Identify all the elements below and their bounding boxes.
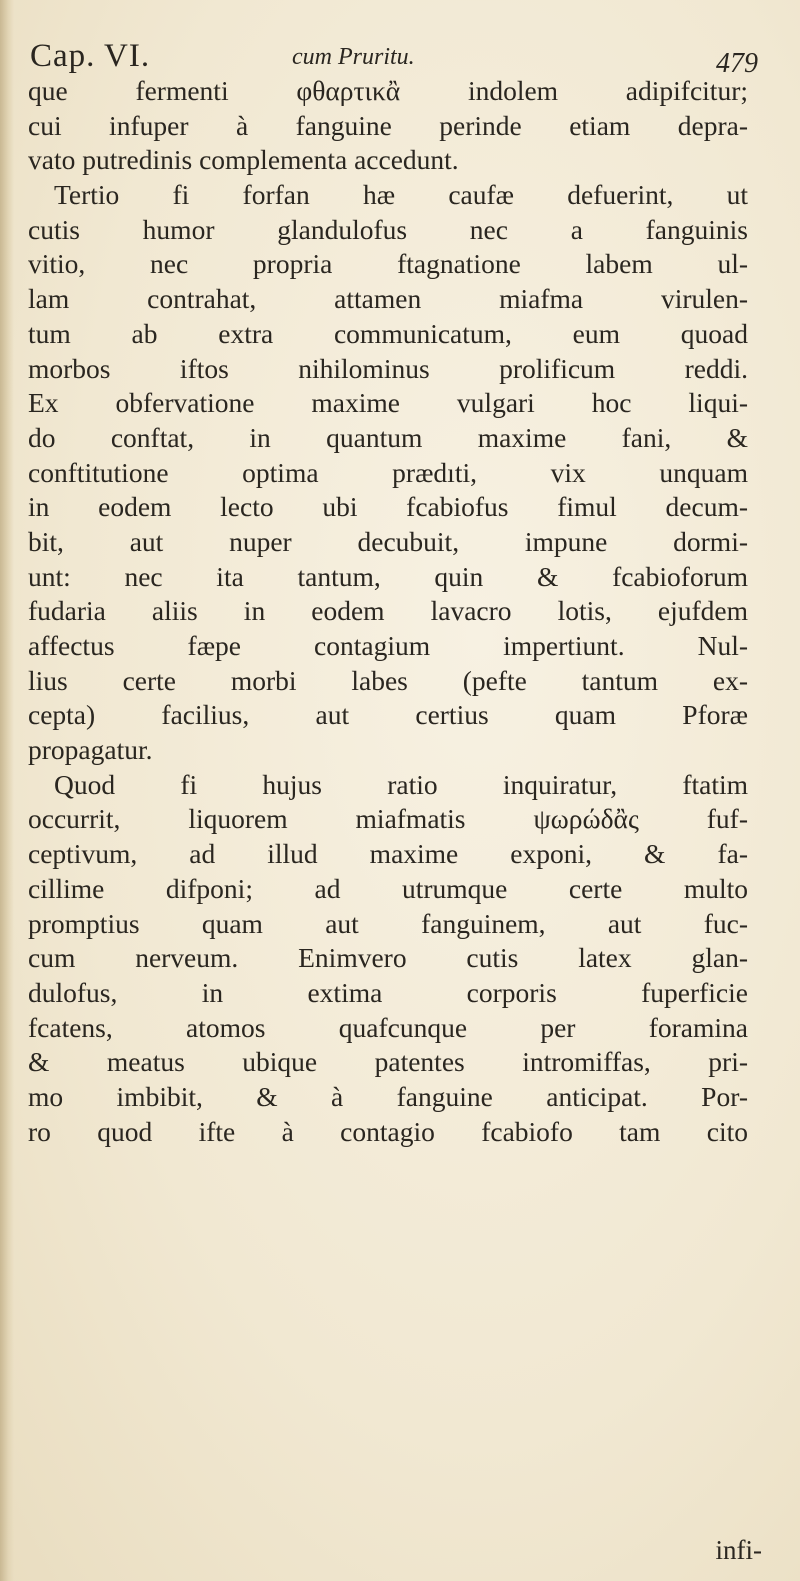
text-line: Ex obfervatione maxime vulgari hoc liqui- <box>28 387 748 419</box>
text-line: in eodem lecto ubi fcabiofus fimul decum- <box>28 491 748 523</box>
text-line: do conftat, in quantum maxime fani, & <box>28 421 748 453</box>
text-line: dulofus, in extima corporis fuperficie <box>28 976 748 1008</box>
text-line: cum nerveum. Enimvero cutis latex glan- <box>28 942 748 974</box>
text-line: promptius quam aut fanguinem, aut fuc- <box>28 907 748 939</box>
text-line: conftitutione optima prædıti, vix unquam <box>28 456 748 488</box>
text-line: Tertio fi forfan hæ caufæ defuerint, ut <box>54 179 748 211</box>
catchword: infi- <box>715 1535 762 1565</box>
running-title: cum Pruritu. <box>292 44 415 70</box>
text-line: cui infuper à fanguine perinde etiam depra- <box>28 109 748 141</box>
text-line: lam contrahat, attamen miafma virulen- <box>28 283 748 315</box>
text-line: vato putredinis complementa accedunt. <box>28 144 459 176</box>
text-line: cutis humor glandulofus nec a fanguinis <box>28 213 748 245</box>
text-line: ro quod ifte à contagio fcabiofo tam cito <box>28 1115 748 1147</box>
text-line: fudaria aliis in eodem lavacro lotis, ejufdem <box>28 595 748 627</box>
text-line: ceptivum, ad illud maxime exponi, & fa- <box>28 838 748 870</box>
text-line: cillime difponi; ad utrumque certe multo <box>28 872 748 904</box>
text-line: affectus fæpe contagium impertiunt. Nul- <box>28 630 748 661</box>
text-line: fcatens, atomos quafcunque per foramina <box>28 1011 748 1043</box>
text-line: propagatur. <box>28 734 153 766</box>
text-line: morbos iftos nihilominus prolificum reddi. <box>28 352 748 384</box>
text-line: que fermenti φθαρτικἂ indolem adipifcitur; <box>28 75 748 106</box>
text-line: Quod fi hujus ratio inquiratur, ftatim <box>54 768 748 800</box>
text-line: cepta) facilius, aut certius quam Pforæ <box>28 699 748 731</box>
running-head: Cap. VI. <box>30 38 151 74</box>
text-line: lius certe morbi labes (pefte tantum ex- <box>28 664 748 696</box>
binding-edge <box>0 0 14 1581</box>
text-line: mo imbibit, & à fanguine anticipat. Por- <box>28 1080 748 1112</box>
body-text <box>28 74 748 1149</box>
text-line: unt: nec ita tantum, quin & fcabioforum <box>28 560 748 592</box>
text-line: bit, aut nuper decubuit, impune dormi- <box>28 525 748 557</box>
text-line: vitio, nec propria ftagnatione labem ul- <box>28 248 748 280</box>
text-line: tum ab extra communicatum, eum quoad <box>28 317 748 349</box>
text-line: & meatus ubique patentes intromiffas, pri- <box>28 1046 748 1078</box>
page-number: 479 <box>716 48 758 79</box>
text-line: occurrit, liquorem miafmatis ψωρώδἂς fuf- <box>28 803 748 835</box>
